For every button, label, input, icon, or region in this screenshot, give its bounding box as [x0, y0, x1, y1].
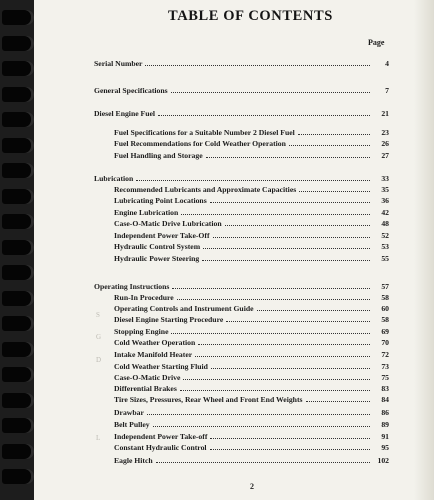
binding-ring — [2, 112, 34, 127]
toc-entry-label: Fuel Specifications for a Suitable Number 2 Diesel Fuel — [114, 128, 295, 137]
dot-leader — [206, 156, 370, 158]
toc-entry-label: Operating Instructions — [94, 282, 170, 291]
binding-ring — [2, 342, 34, 357]
dot-leader — [136, 179, 370, 181]
toc-entry-label: Belt Pulley — [114, 420, 150, 429]
toc-entry-page: 95 — [381, 443, 389, 452]
dot-leader — [211, 367, 370, 369]
dot-leader — [202, 259, 370, 261]
toc-entry-page: 73 — [381, 362, 389, 371]
binding-ring — [2, 87, 34, 102]
toc-entry-page: 52 — [381, 231, 389, 240]
toc-entry-page: 23 — [381, 128, 389, 137]
toc-entry[interactable] — [114, 393, 389, 404]
toc-entry-page: 69 — [381, 327, 389, 336]
toc-entry[interactable] — [114, 325, 389, 336]
toc-entry-label: Recommended Lubricants and Approximate Capacities — [114, 185, 297, 194]
toc-entry[interactable] — [114, 313, 389, 324]
binding-ring — [2, 316, 34, 331]
binding-ring — [2, 469, 34, 484]
dot-leader — [257, 309, 370, 311]
toc-entry-label: Lubricating Point Locations — [114, 196, 207, 205]
toc-entry-label: Independent Power Take-Off — [114, 231, 210, 240]
binding-ring — [2, 61, 34, 76]
toc-entry[interactable] — [114, 371, 389, 382]
toc-entry[interactable] — [114, 454, 389, 465]
binding-ring — [2, 265, 34, 280]
toc-entry-label: Intake Manifold Heater — [114, 350, 193, 359]
toc-entry[interactable] — [114, 302, 389, 313]
toc-entry[interactable] — [114, 336, 389, 347]
dot-leader — [172, 287, 370, 289]
binding-ring — [2, 240, 34, 255]
dot-leader — [158, 114, 370, 116]
toc-entry[interactable] — [114, 217, 389, 228]
binding-ring — [2, 36, 34, 51]
dot-leader — [195, 355, 370, 357]
toc-entry-label: Run-In Procedure — [114, 293, 174, 302]
dot-leader — [298, 133, 370, 135]
dot-leader — [177, 298, 370, 300]
binding-ring — [2, 393, 34, 408]
toc-entry[interactable] — [114, 126, 389, 137]
dot-leader — [210, 201, 370, 203]
toc-entry-label: Fuel Recommendations for Cold Weather Operation — [114, 139, 286, 148]
toc-entry-label: Hydraulic Power Steering — [114, 254, 200, 263]
binding-ring — [2, 214, 34, 229]
binding-ring — [2, 444, 34, 459]
toc-entry[interactable] — [114, 183, 389, 194]
toc-entry[interactable] — [94, 107, 389, 118]
toc-entry[interactable] — [94, 84, 389, 95]
toc-entry-label: Differential Brakes — [114, 384, 177, 393]
dot-leader — [147, 413, 370, 415]
toc-entry-page: 91 — [381, 432, 389, 441]
toc-entry-label: Diesel Engine Starting Procedure — [114, 315, 224, 324]
dot-leader — [213, 236, 370, 238]
binding-ring — [2, 163, 34, 178]
toc-entry-page: 42 — [381, 208, 389, 217]
toc-entry[interactable] — [114, 418, 389, 429]
page-number: 2 — [250, 482, 254, 491]
toc-entry-page: 86 — [381, 408, 389, 417]
toc-entry-page: 26 — [381, 139, 389, 148]
page-column-header: Page — [368, 38, 385, 47]
toc-entry-page: 36 — [381, 196, 389, 205]
toc-entry-page: 53 — [381, 242, 389, 251]
toc-entry-label: Serial Number — [94, 59, 143, 68]
toc-entry-page: 7 — [385, 86, 389, 95]
binding-ring — [2, 367, 34, 382]
dot-leader — [289, 144, 370, 146]
page-title: TABLE OF CONTENTS — [168, 8, 333, 24]
toc-entry-page: 4 — [385, 59, 389, 68]
toc-entry-label: Diesel Engine Fuel — [94, 109, 156, 118]
bleed-through-text: L — [96, 434, 101, 442]
toc-entry-label: Stopping Engine — [114, 327, 169, 336]
toc-entry-label: Cold Weather Operation — [114, 338, 196, 347]
toc-entry-label: Eagle Hitch — [114, 456, 153, 465]
toc-entry[interactable] — [94, 57, 389, 68]
dot-leader — [183, 378, 370, 380]
dot-leader — [198, 343, 370, 345]
toc-entry-label: Constant Hydraulic Control — [114, 443, 207, 452]
toc-entry-page: 27 — [381, 151, 389, 160]
toc-entry[interactable] — [114, 430, 389, 441]
binding-ring — [2, 291, 34, 306]
toc-entry[interactable] — [94, 280, 389, 291]
toc-entry[interactable] — [114, 194, 389, 205]
dot-leader — [203, 247, 370, 249]
dot-leader — [225, 224, 370, 226]
toc-entry-label: Operating Controls and Instrument Guide — [114, 304, 254, 313]
bleed-through-text: D — [96, 356, 102, 364]
toc-entry-page: 84 — [381, 395, 389, 404]
toc-entry[interactable] — [114, 360, 389, 371]
toc-entry-page: 55 — [381, 254, 389, 263]
dot-leader — [181, 213, 370, 215]
binding-ring — [2, 418, 34, 433]
dot-leader — [306, 400, 371, 402]
toc-entry[interactable] — [94, 172, 389, 183]
toc-entry-page: 70 — [381, 338, 389, 347]
toc-entry[interactable] — [114, 406, 389, 417]
binding-ring — [2, 189, 34, 204]
toc-entry-label: Lubrication — [94, 174, 134, 183]
dot-leader — [156, 461, 370, 463]
toc-entry-label: Engine Lubrication — [114, 208, 179, 217]
toc-entry-label: Drawbar — [114, 408, 144, 417]
toc-entry-page: 33 — [381, 174, 389, 183]
toc-entry-label: Fuel Handling and Storage — [114, 151, 203, 160]
toc-entry-label: Hydraulic Control System — [114, 242, 201, 251]
bleed-through-text: G — [96, 333, 102, 341]
toc-entry-label: Case-O-Matic Drive Lubrication — [114, 219, 222, 228]
toc-entry-page: 83 — [381, 384, 389, 393]
toc-entry-page: 21 — [381, 109, 389, 118]
dot-leader — [171, 332, 370, 334]
binding-ring — [2, 138, 34, 153]
toc-entry-label: Cold Weather Starting Fluid — [114, 362, 208, 371]
dot-leader — [210, 437, 370, 439]
toc-entry[interactable] — [114, 291, 389, 302]
toc-entry-page: 48 — [381, 219, 389, 228]
toc-entry[interactable] — [114, 206, 389, 217]
toc-entry[interactable] — [114, 229, 389, 240]
toc-entry[interactable] — [114, 252, 389, 263]
toc-entry[interactable] — [114, 382, 389, 393]
bleed-through-text: S — [96, 311, 100, 319]
dot-leader — [210, 448, 370, 450]
toc-entry[interactable] — [114, 137, 389, 148]
toc-entry-page: 72 — [381, 350, 389, 359]
toc-entry-page: 58 — [381, 293, 389, 302]
toc-entry-label: General Specifications — [94, 86, 168, 95]
toc-entry[interactable] — [114, 149, 389, 160]
toc-entry[interactable] — [114, 348, 389, 359]
dot-leader — [153, 425, 370, 427]
toc-entry-page: 60 — [381, 304, 389, 313]
toc-entry-label: Independent Power Take-off — [114, 432, 208, 441]
toc-entry-label: Case-O-Matic Drive — [114, 373, 181, 382]
toc-entry-page: 57 — [381, 282, 389, 291]
toc-entry-page: 35 — [381, 185, 389, 194]
dot-leader — [226, 320, 370, 322]
binding-ring — [2, 10, 34, 25]
toc-entry-label: Tire Sizes, Pressures, Rear Wheel and Front End Weights — [114, 395, 303, 404]
toc-entry-page: 89 — [381, 420, 389, 429]
dot-leader — [299, 190, 370, 192]
toc-entry-page: 58 — [381, 315, 389, 324]
dot-leader — [145, 64, 370, 66]
toc-entry[interactable] — [114, 441, 389, 452]
toc-entry-page: 75 — [381, 373, 389, 382]
dot-leader — [171, 91, 370, 93]
document-page — [34, 0, 434, 500]
toc-entry-page: 102 — [377, 456, 389, 465]
toc-entry[interactable] — [114, 240, 389, 251]
dot-leader — [180, 389, 370, 391]
